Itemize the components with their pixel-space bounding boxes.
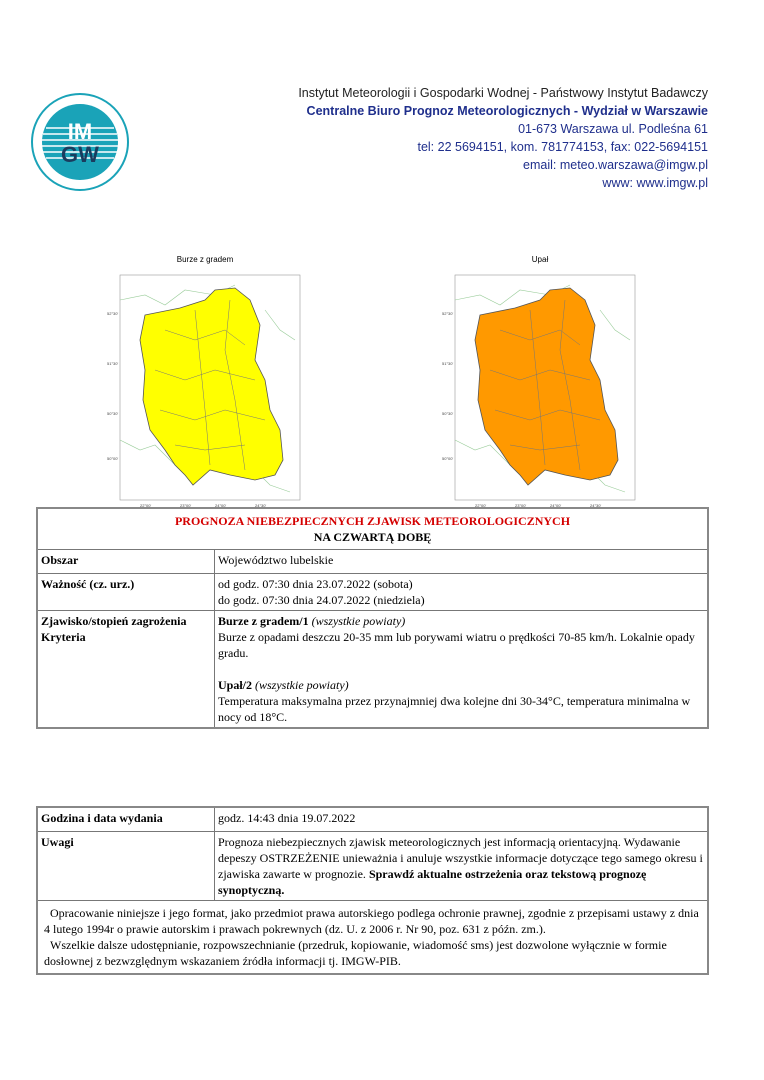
map-storms-graphic	[105, 270, 305, 510]
issue-time-label: Godzina i data wydania	[37, 807, 215, 831]
svg-text:24°00': 24°00'	[215, 503, 227, 508]
area-label: Obszar	[37, 550, 215, 574]
map-caption: Burze z gradem	[176, 255, 234, 264]
validity-label: Ważność (cz. urz.)	[37, 574, 215, 611]
phenomenon-2-desc: Temperatura maksymalna przez przynajmniej dwa kolejne dni 30-34°C, temperatura minimalna w nocy od 18°C.	[218, 694, 691, 724]
validity-from: od godz. 07:30 dnia 23.07.2022 (sobota)	[218, 577, 413, 591]
criteria-label: Kryteria	[41, 630, 86, 644]
address: 01-673 Warszawa ul. Podleśna 61	[518, 122, 708, 136]
issue-time-value: godz. 14:43 dnia 19.07.2022	[215, 807, 709, 831]
map-heat-graphic	[440, 270, 640, 510]
phenomenon-2-name: Upał/2	[218, 678, 253, 692]
map-caption: Upał	[531, 255, 549, 264]
copyright-line-1: Opracowanie niniejsze i jego format, jako przedmiot prawa autorskiego podlega ochronie prawnej, zgodnie z przepisami ustawy z dnia 4 lutego 1994r o prawie autorskim i prawach pokrewnych (dz. U. z 2006 r. Nr 90, poz. 631 z późn. zm.).	[44, 905, 699, 936]
copyright-line-2: Wszelkie dalsze udostępnianie, rozpowszechnianie (przedruk, kopiowanie, wiadomość sms) jest dozwolone wyłącznie w formie dosłownej z bezwzględnym wskazaniem źródła informacji tj. IMGW-PIB.	[44, 937, 667, 968]
notes-value	[215, 831, 709, 900]
svg-text:22°00': 22°00'	[140, 503, 152, 508]
phenomenon-1	[218, 613, 704, 629]
phenomenon-2-scope: (wszystkie powiaty)	[255, 678, 349, 692]
notes-text: Prognoza niebezpiecznych zjawisk meteorologicznych jest informacją orientacyjną. Wydawanie depeszy OSTRZEŻENIE unieważnia i anuluje wszystkie informacje dotyczące tego samego okresu i zjawiska zawarte w prognozie.	[218, 834, 703, 881]
map-storms	[105, 255, 305, 510]
notes-label: Uwagi	[37, 831, 215, 900]
svg-text:51°30': 51°30'	[442, 361, 454, 366]
phenomenon-label: Zjawisko/stopień zagrożenia	[41, 614, 187, 628]
forecast-table	[36, 507, 709, 729]
svg-text:23°00': 23°00'	[515, 503, 527, 508]
email: email: meteo.warszawa@imgw.pl	[523, 158, 708, 172]
svg-text:50°30': 50°30'	[107, 411, 119, 416]
svg-text:50°00': 50°00'	[107, 456, 119, 461]
phenomenon-label-cell	[37, 611, 215, 729]
svg-text:24°00': 24°00'	[550, 503, 562, 508]
svg-text:52°30': 52°30'	[107, 311, 119, 316]
svg-text:51°30': 51°30'	[107, 361, 119, 366]
institute-name: Instytut Meteorologii i Gospodarki Wodnej - Państwowy Instytut Badawczy	[298, 86, 708, 100]
office-name: Centralne Biuro Prognoz Meteorologicznych - Wydział w Warszawie	[306, 104, 708, 118]
phone: tel: 22 5694151, kom. 781774153, fax: 022-5694151	[417, 140, 708, 154]
svg-text:52°30': 52°30'	[442, 311, 454, 316]
forecast-title: PROGNOZA NIEBEZPIECZNYCH ZJAWISK METEOROLOGICZNYCH	[174, 514, 571, 528]
svg-text:24°30': 24°30'	[255, 503, 267, 508]
map-heat	[440, 255, 640, 510]
svg-text:24°30': 24°30'	[590, 503, 602, 508]
forecast-title-cell	[37, 508, 708, 550]
forecast-subtitle: NA CZWARTĄ DOBĘ	[313, 530, 432, 544]
phenomenon-1-desc: Burze z opadami deszczu 20-35 mm lub porywami wiatru o prędkości 70-85 km/h. Lokalnie opady gradu.	[218, 630, 695, 660]
imgw-logo-icon	[30, 92, 130, 192]
logo-text-bottom: GW	[61, 142, 99, 167]
phenomenon-1-scope: (wszystkie powiaty)	[311, 614, 406, 628]
phenomenon-2	[218, 677, 704, 693]
validity-value	[215, 574, 709, 611]
validity-to: do godz. 07:30 dnia 24.07.2022 (niedziela)	[218, 593, 425, 607]
svg-text:50°00': 50°00'	[442, 456, 454, 461]
website: www: www.imgw.pl	[602, 176, 708, 190]
area-value: Województwo lubelskie	[215, 550, 709, 574]
phenomenon-value	[215, 611, 709, 729]
phenomenon-1-name: Burze z gradem/1	[218, 614, 309, 628]
svg-text:22°00': 22°00'	[475, 503, 487, 508]
imgw-logo	[30, 92, 130, 192]
notes-bold: Sprawdź aktualne ostrzeżenia oraz tekstową prognozę synoptyczną.	[218, 866, 647, 897]
svg-text:23°00': 23°00'	[180, 503, 192, 508]
copyright-notice	[37, 900, 708, 974]
logo-text-top: IM	[67, 119, 93, 144]
svg-text:50°30': 50°30'	[442, 411, 454, 416]
issue-table	[36, 806, 709, 975]
institute-header	[298, 84, 708, 192]
